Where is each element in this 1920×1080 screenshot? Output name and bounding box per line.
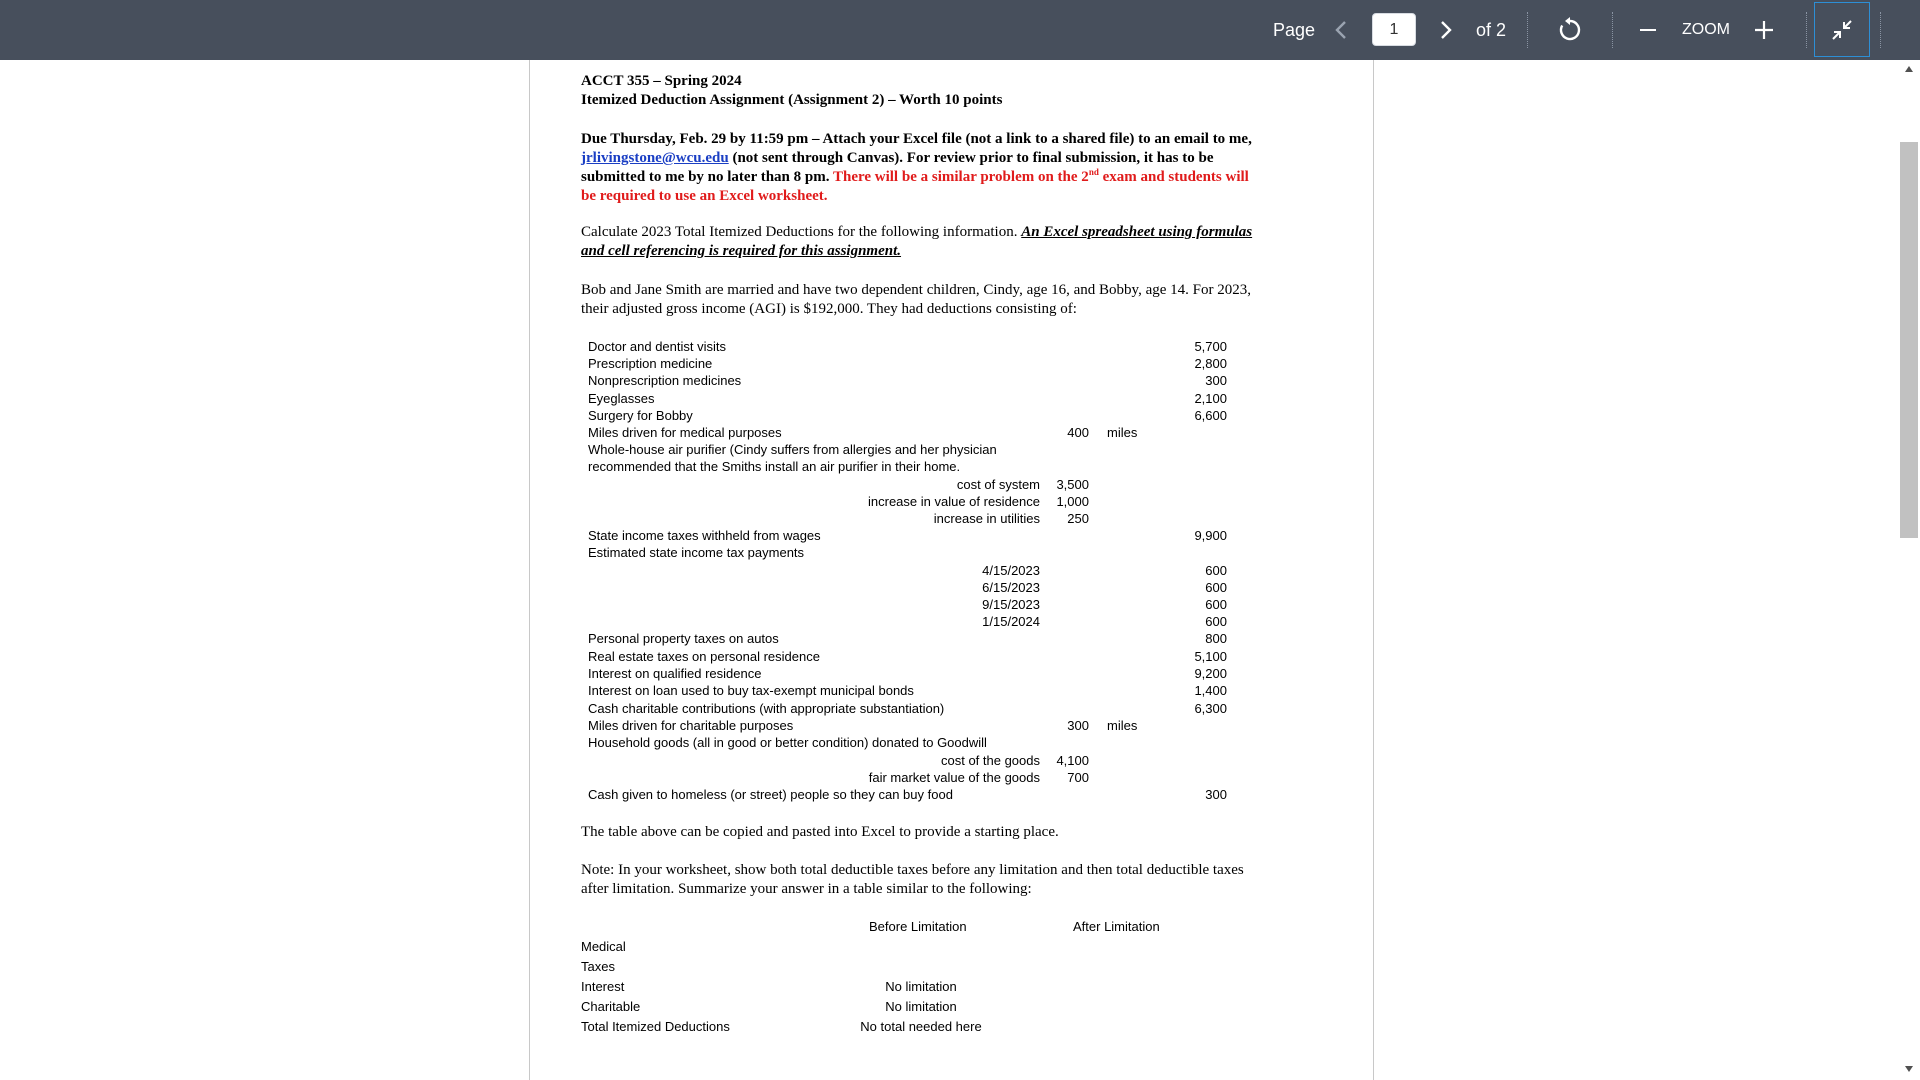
sub-item-amount: 1,000 — [1056, 494, 1089, 509]
page-number-input[interactable] — [1372, 13, 1416, 46]
pdf-toolbar — [0, 0, 1920, 60]
sub-item-label: fair market value of the goods — [868, 770, 1040, 785]
excel-requirement-a: An Excel spreadsheet using formulas — [1021, 224, 1253, 240]
item-label: Real estate taxes on personal residence — [588, 649, 820, 664]
payment-date: 4/15/2023 — [982, 563, 1040, 578]
item-label: Interest on qualified residence — [588, 666, 762, 681]
zoom-label: ZOOM — [1682, 21, 1730, 38]
summary-row-label: Taxes — [581, 959, 615, 974]
payment-amount: 600 — [1205, 597, 1227, 612]
summary-row-label: Charitable — [581, 999, 641, 1014]
note-line-2: after limitation. Summarize your answer in a table similar to the following: — [581, 881, 1032, 897]
item-label: Prescription medicine — [588, 356, 713, 371]
sub-item-amount: 250 — [1067, 511, 1089, 526]
calculate-text: Calculate 2023 Total Itemized Deductions for the following information. — [581, 224, 1022, 240]
item-amount: 9,900 — [1194, 528, 1227, 543]
excel-requirement-b: and cell referencing is required for this assignment. — [581, 243, 902, 259]
item-amount: 5,700 — [1194, 339, 1227, 354]
instructor-email-link[interactable]: jrlivingstone@wcu.edu — [581, 150, 729, 166]
exam-warning-sup: nd — [1088, 167, 1099, 177]
summary-row-label: Total Itemized Deductions — [581, 1019, 730, 1034]
item-label: Estimated state income tax payments — [588, 545, 805, 560]
chevron-left-icon — [1334, 19, 1348, 41]
scroll-up-button[interactable] — [1902, 64, 1916, 74]
scroll-down-button[interactable] — [1902, 1064, 1916, 1074]
payment-date: 1/15/2024 — [982, 614, 1040, 629]
item-unit: miles — [1107, 718, 1138, 733]
sub-item-label: increase in value of residence — [868, 494, 1040, 509]
item-amount: 300 — [1205, 787, 1227, 802]
summary-row-label: Medical — [581, 939, 626, 954]
summary-row-before: No limitation — [885, 979, 957, 994]
payment-amount: 600 — [1205, 614, 1227, 629]
document-viewer — [0, 60, 1920, 1080]
previous-page-button[interactable] — [1326, 0, 1356, 60]
item-amount: 6,600 — [1194, 408, 1227, 423]
toolbar-divider — [1806, 12, 1807, 48]
item-amount: 2,100 — [1194, 391, 1227, 406]
course-heading: ACCT 355 – Spring 2024 — [581, 73, 742, 89]
summary-row-before: No total needed here — [860, 1019, 982, 1034]
intro-line-1: Bob and Jane Smith are married and have two dependent children, Cindy, age 16, and Bobby, age 14. For 2023, — [581, 282, 1251, 298]
scroll-up-arrow-icon — [1905, 66, 1913, 72]
summary-header-before: Before Limitation — [869, 919, 967, 934]
zoom-in-button[interactable] — [1750, 0, 1778, 60]
exit-fullscreen-button[interactable] — [1814, 2, 1870, 57]
toolbar-divider — [1880, 12, 1881, 48]
sub-item-label: cost of the goods — [940, 753, 1040, 768]
item-amount: 800 — [1205, 631, 1227, 646]
item-quantity: 300 — [1067, 718, 1089, 733]
item-label: State income taxes withheld from wages — [588, 528, 821, 543]
payment-date: 6/15/2023 — [982, 580, 1040, 595]
item-unit: miles — [1107, 425, 1138, 440]
due-paragraph — [581, 130, 1331, 206]
item-label: Miles driven for medical purposes — [588, 425, 782, 440]
item-amount: 300 — [1205, 373, 1227, 388]
chevron-right-icon — [1439, 19, 1453, 41]
page-label: Page — [1272, 19, 1316, 40]
exam-warning-line-4: be required to use an Excel worksheet. — [581, 188, 828, 204]
page-count-label: of 2 — [1475, 19, 1507, 40]
zoom-out-button[interactable] — [1634, 0, 1662, 60]
summary-header-after: After Limitation — [1073, 919, 1160, 934]
scroll-down-arrow-icon — [1905, 1066, 1913, 1072]
exam-warning-b: exam and students will — [1098, 169, 1249, 185]
sub-item-amount: 700 — [1067, 770, 1089, 785]
item-amount: 9,200 — [1194, 666, 1227, 681]
rotate-icon — [1557, 17, 1583, 43]
item-amount: 6,300 — [1194, 701, 1227, 716]
item-amount: 1,400 — [1194, 683, 1227, 698]
item-label: Interest on loan used to buy tax-exempt municipal bonds — [588, 683, 914, 698]
exam-warning-a: There will be a similar problem on the 2 — [832, 169, 1089, 185]
summary-row-before: No limitation — [885, 999, 957, 1014]
item-label: Whole-house air purifier (Cindy suffers from allergies and her physician — [588, 442, 997, 457]
collapse-icon — [1831, 19, 1853, 41]
item-label: Surgery for Bobby — [588, 408, 693, 423]
sub-item-label: increase in utilities — [933, 511, 1040, 526]
payment-amount: 600 — [1205, 563, 1227, 578]
toolbar-divider — [1612, 12, 1613, 48]
item-label: Miles driven for charitable purposes — [588, 718, 794, 733]
assignment-title: Itemized Deduction Assignment (Assignment 2) – Worth 10 points — [581, 92, 1003, 108]
toolbar-divider — [1527, 12, 1528, 48]
rotate-button[interactable] — [1553, 0, 1587, 60]
item-label: Cash given to homeless (or street) people so they can buy food — [588, 787, 953, 802]
copy-note: The table above can be copied and pasted into Excel to provide a starting place. — [581, 824, 1059, 840]
sub-item-label: cost of system — [956, 477, 1040, 492]
calculate-paragraph — [581, 223, 1252, 261]
item-label: Personal property taxes on autos — [588, 631, 779, 646]
item-quantity: 400 — [1067, 425, 1089, 440]
item-label: Doctor and dentist visits — [588, 339, 727, 354]
payment-amount: 600 — [1205, 580, 1227, 595]
pdf-page — [529, 60, 1374, 1080]
intro-paragraph — [581, 281, 1251, 319]
due-line-1: Due Thursday, Feb. 29 by 11:59 pm – Attach your Excel file (not a link to a shared file) to an email to me, — [581, 131, 1252, 147]
plus-icon — [1754, 20, 1774, 40]
summary-row-label: Interest — [581, 979, 625, 994]
minus-icon — [1639, 21, 1657, 39]
item-amount: 2,800 — [1194, 356, 1227, 371]
sub-item-amount: 4,100 — [1056, 753, 1089, 768]
intro-line-2: their adjusted gross income (AGI) is $192,000. They had deductions consisting of: — [581, 301, 1077, 317]
payment-date: 9/15/2023 — [982, 597, 1040, 612]
item-label: Nonprescription medicines — [588, 373, 742, 388]
item-label: Cash charitable contributions (with appropriate substantiation) — [588, 701, 945, 716]
note-line-1: Note: In your worksheet, show both total deductible taxes before any limitation and then total deductible taxes — [581, 862, 1244, 878]
due-line-2: (not sent through Canvas). For review prior to final submission, it has to be — [728, 150, 1214, 166]
item-amount: 5,100 — [1194, 649, 1227, 664]
due-line-3: submitted to me by no later than 8 pm. — [581, 169, 833, 185]
item-label: Eyeglasses — [588, 391, 655, 406]
note-paragraph — [581, 861, 1244, 899]
next-page-button[interactable] — [1431, 0, 1461, 60]
item-label: recommended that the Smiths install an air purifier in their home. — [588, 459, 961, 474]
item-label: Household goods (all in good or better condition) donated to Goodwill — [588, 735, 987, 750]
scrollbar-thumb[interactable] — [1900, 142, 1918, 538]
sub-item-amount: 3,500 — [1056, 477, 1089, 492]
